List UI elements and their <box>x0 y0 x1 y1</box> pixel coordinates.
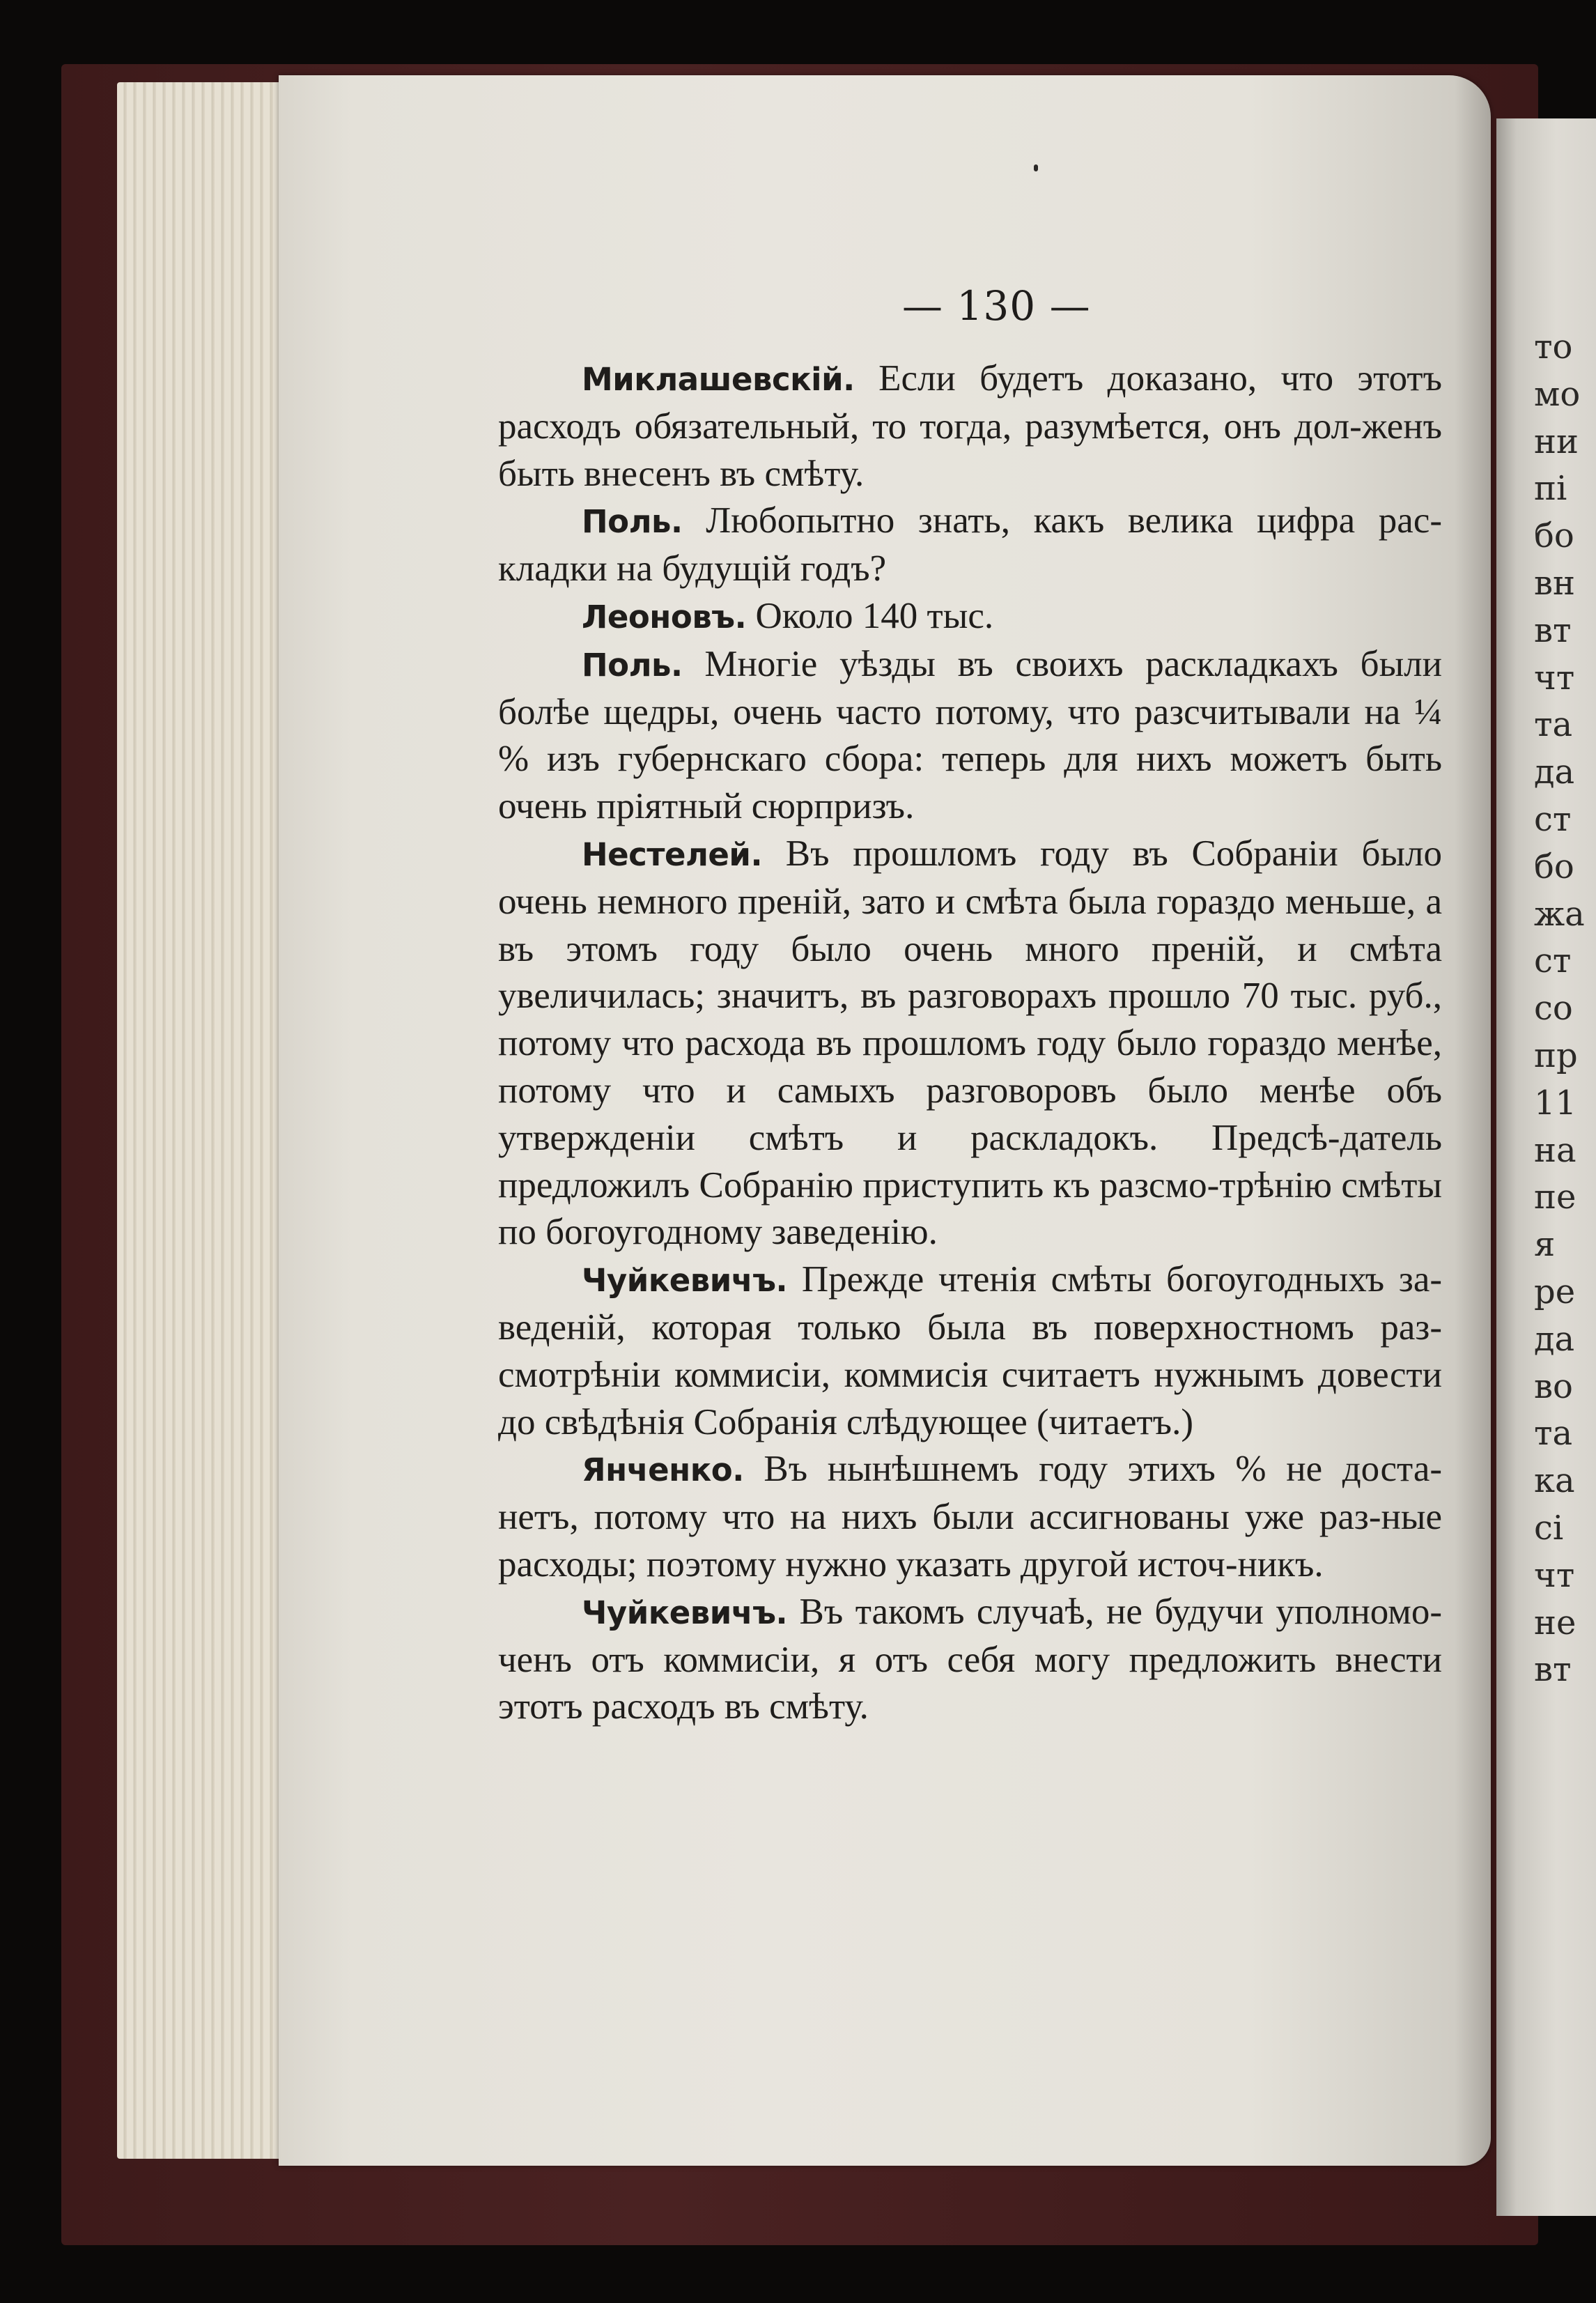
next-page-line-fragment: ре <box>1534 1272 1576 1311</box>
paragraph <box>498 1589 1442 1731</box>
paragraph <box>498 593 1442 641</box>
next-page-line-fragment: пе <box>1534 1178 1576 1217</box>
paragraph <box>498 355 1442 498</box>
next-page-line-fragment: сі <box>1534 1509 1564 1548</box>
ink-speck <box>1034 164 1038 171</box>
paragraph-text: Въ нынѣшнемъ году этихъ % не доста-нетъ, потому что на нихъ были ассигнованы уже раз-ные расходы; поэтому нужно указать другой источ-никъ. <box>498 1449 1442 1585</box>
speaker-name: Миклашевскій. <box>582 361 855 398</box>
next-page-line-fragment: та <box>1534 1414 1573 1454</box>
page-text <box>498 355 1442 1731</box>
paragraph-text: Прежде чтенія смѣты богоугодныхъ за-веденій, которая только была въ поверхностномъ раз-смотрѣніи коммисіи, коммисія считаетъ нужнымъ довести до свѣдѣнія Собранія слѣдующее (читаетъ.) <box>498 1259 1442 1442</box>
next-page-line-fragment: 11 <box>1534 1083 1577 1123</box>
next-page-line-fragment: мо <box>1534 374 1581 414</box>
speaker-name: Янченко. <box>582 1451 744 1489</box>
next-page-line-fragment: ни <box>1534 422 1579 461</box>
next-page-line-fragment: я <box>1534 1225 1556 1265</box>
speaker-name: Леоновъ. <box>582 598 747 636</box>
paragraph <box>498 498 1442 593</box>
next-page-line-fragment: то <box>1534 328 1573 367</box>
paragraph-text: Въ прошломъ году въ Собраніи было очень немного преній, зато и смѣта была гораздо меньше, а въ этомъ году было очень много преній, и смѣта увеличилась; значитъ, въ разговорахъ прошло 70 тыс. руб., потому что расхода въ прошломъ году было гораздо менѣе, потому что и самыхъ разговоровъ было менѣе объ утвержденіи смѣтъ и раскладокъ. Предсѣ-датель предложилъ Собранію приступить къ разсмо-трѣнію смѣты по богоугодному заведенію. <box>498 833 1442 1253</box>
speaker-name: Поль. <box>582 646 683 684</box>
next-page-line-fragment: ст <box>1534 941 1572 981</box>
next-page-line-fragment: чт <box>1534 658 1575 698</box>
next-page-edge <box>1496 118 1596 2216</box>
next-page-line-fragment: вт <box>1534 610 1572 650</box>
paragraph <box>498 1446 1442 1588</box>
speaker-name: Нестелей. <box>582 835 763 873</box>
next-page-line-fragment: не <box>1534 1603 1576 1642</box>
next-page-line-fragment: та <box>1534 705 1573 745</box>
speaker-name: Поль. <box>582 503 683 541</box>
paragraph-text: Въ такомъ случаѣ, не будучи уполномо-ченъ отъ коммисіи, я отъ себя могу предложить внести этотъ расходъ въ смѣту. <box>498 1591 1442 1727</box>
next-page-line-fragment: пі <box>1534 469 1567 509</box>
paragraph <box>498 831 1442 1256</box>
page-stack-edge <box>117 82 284 2159</box>
next-page-line-fragment: бо <box>1534 847 1574 886</box>
paragraph-text: Около 140 тыс. <box>746 595 994 636</box>
paragraph <box>498 641 1442 831</box>
speaker-name: Чуйкевичъ. <box>582 1594 788 1631</box>
paragraph-text: Многіе уѣзды въ своихъ раскладкахъ были болѣе щедры, очень часто потому, что разсчитывали на ¼ % изъ губернскаго сбора: теперь для нихъ можетъ быть очень пріятный сюрпризъ. <box>498 643 1442 827</box>
next-page-line-fragment: ка <box>1534 1461 1575 1501</box>
next-page-line-fragment: бо <box>1534 516 1574 556</box>
next-page-line-fragment: чт <box>1534 1555 1575 1595</box>
page-number: — 130 — <box>902 282 1091 330</box>
next-page-line-fragment: со <box>1534 989 1573 1029</box>
next-page-line-fragment: на <box>1534 1130 1576 1170</box>
next-page-line-fragment: да <box>1534 753 1575 792</box>
next-page-line-fragment: да <box>1534 1319 1575 1359</box>
next-page-line-fragment: пр <box>1534 1036 1578 1075</box>
next-page-line-fragment: вн <box>1534 564 1576 603</box>
paragraph <box>498 1256 1442 1446</box>
paragraph-text: Любопытно знать, какъ велика цифра рас-кладки на будущій годъ? <box>498 500 1442 590</box>
next-page-line-fragment: во <box>1534 1366 1573 1406</box>
next-page-line-fragment: ст <box>1534 800 1572 839</box>
speaker-name: Чуйкевичъ. <box>582 1262 788 1300</box>
paragraph-text: Если будетъ доказано, что этотъ расходъ обязательный, то тогда, разумѣется, онъ дол-женъ быть внесенъ въ смѣту. <box>498 358 1442 494</box>
next-page-line-fragment: вт <box>1534 1650 1572 1690</box>
next-page-line-fragment: жа <box>1534 894 1585 934</box>
